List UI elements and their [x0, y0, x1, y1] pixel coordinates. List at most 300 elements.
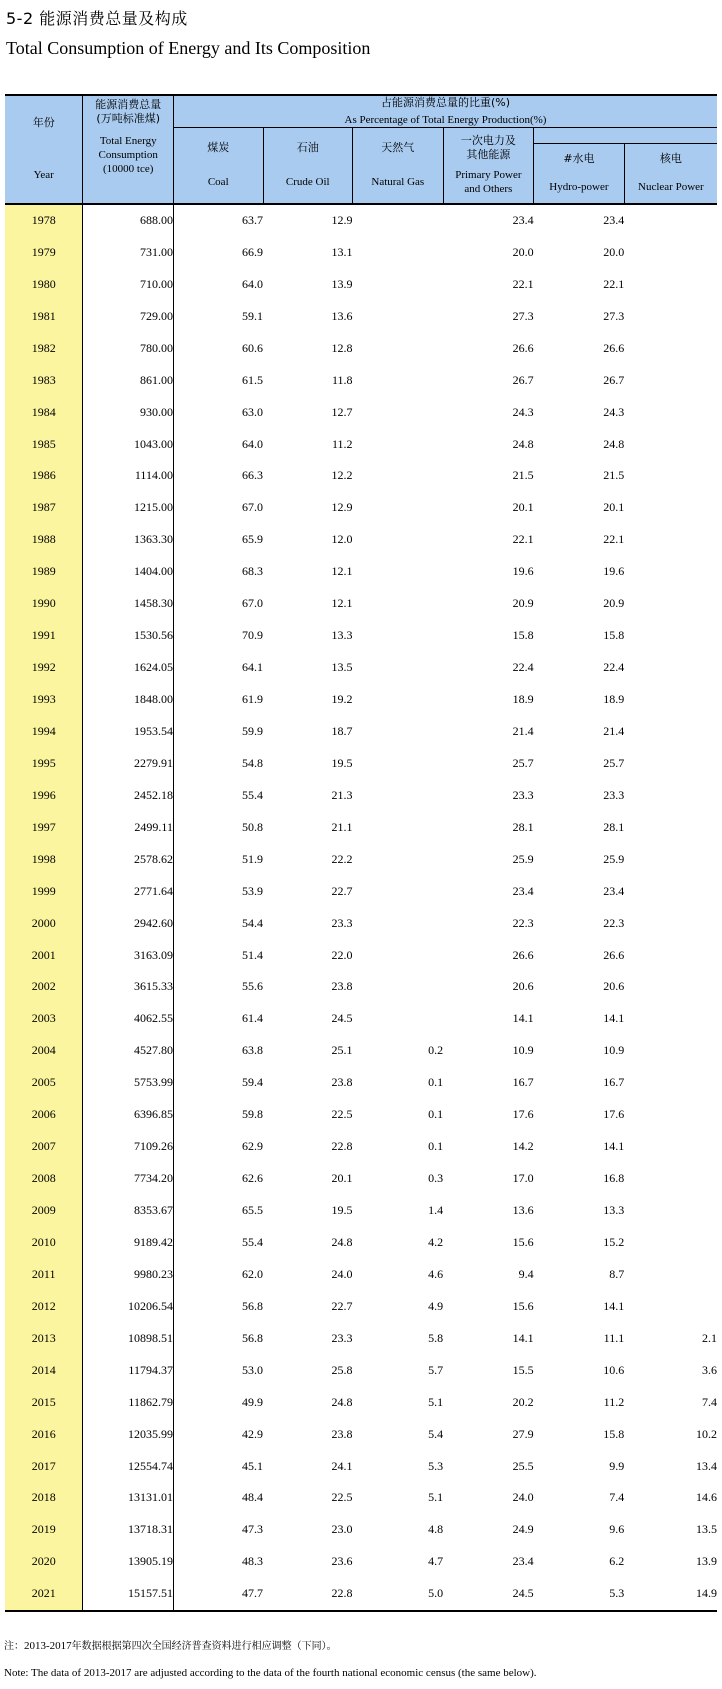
hydro-cell: 16.8: [603, 1171, 625, 1186]
table-row: [5, 652, 717, 684]
gas-column-header: [353, 128, 444, 204]
hydro-cell: 15.8: [603, 628, 625, 643]
nuclear-cell: [624, 396, 717, 428]
hydro-cell: 22.1: [603, 532, 625, 547]
total-cell: 1458.30: [83, 588, 174, 620]
table-row: [5, 1163, 717, 1195]
primary-cell: 10.9: [512, 1043, 534, 1058]
oil-header-cn: 石油: [296, 141, 319, 155]
primary-cell: 19.6: [512, 564, 534, 579]
year-cell: 2009: [5, 1195, 83, 1227]
nuclear-cell: [624, 1227, 717, 1259]
total-cell: 9980.23: [83, 1258, 174, 1290]
year-cell: 2018: [5, 1482, 83, 1514]
total-cell: 1530.56: [83, 620, 174, 652]
gas-cell: [353, 524, 444, 556]
table-row: [5, 1578, 717, 1611]
table-row: [5, 1546, 717, 1578]
coal-cell: 55.6: [242, 979, 263, 994]
hydro-cell: 25.7: [603, 755, 625, 770]
primary-cell: 15.5: [512, 1362, 534, 1377]
total-header-en-cell: [83, 128, 174, 204]
table-row: [5, 1354, 717, 1386]
table-row: [5, 875, 717, 907]
nuclear-cell: [624, 492, 717, 524]
table-row: [5, 811, 717, 843]
year-cell: 1998: [5, 843, 83, 875]
oil-cell: 24.5: [331, 1011, 353, 1026]
gas-cell: 5.1: [428, 1394, 444, 1409]
hydro-cell: 13.3: [603, 1203, 625, 1218]
primary-cell: 15.6: [512, 1234, 534, 1249]
total-cell: 7109.26: [83, 1131, 174, 1163]
nuclear-cell: [624, 1131, 717, 1163]
year-cell: 2021: [5, 1578, 83, 1611]
oil-cell: 22.2: [331, 851, 353, 866]
table-row: [5, 396, 717, 428]
hydro-cell: 23.3: [603, 787, 625, 802]
primary-header-en-2: and Others: [464, 183, 513, 196]
total-header-en-1: Total Energy: [99, 134, 157, 147]
coal-cell: 61.4: [242, 1011, 263, 1026]
year-cell: 2015: [5, 1386, 83, 1418]
table-row: [5, 1514, 717, 1546]
gas-cell: 0.1: [428, 1075, 444, 1090]
hydro-cell: 10.6: [603, 1362, 625, 1377]
hydro-nuclear-spacer: [534, 128, 717, 144]
hydro-cell: 10.9: [603, 1043, 625, 1058]
coal-cell: 53.0: [242, 1362, 263, 1377]
year-cell: 2010: [5, 1227, 83, 1259]
hydro-cell: 26.6: [603, 340, 625, 355]
gas-cell: 4.2: [428, 1234, 444, 1249]
total-cell: 1404.00: [83, 556, 174, 588]
nuclear-cell: 13.9: [696, 1554, 717, 1569]
year-cell: 1984: [5, 396, 83, 428]
hydro-cell: 26.7: [603, 372, 625, 387]
coal-cell: 62.6: [242, 1171, 263, 1186]
year-cell: 1990: [5, 588, 83, 620]
primary-cell: 22.1: [512, 532, 534, 547]
nuclear-cell: 10.2: [696, 1426, 717, 1441]
nuclear-cell: 14.6: [696, 1490, 717, 1505]
nuclear-cell: [624, 1067, 717, 1099]
coal-cell: 59.4: [242, 1075, 263, 1090]
total-cell: 3163.09: [83, 939, 174, 971]
gas-cell: 1.4: [428, 1203, 444, 1218]
primary-cell: 20.1: [512, 500, 534, 515]
total-cell: 2771.64: [83, 875, 174, 907]
primary-cell: 9.4: [518, 1266, 534, 1281]
primary-cell: 24.0: [512, 1490, 534, 1505]
table-row: [5, 971, 717, 1003]
gas-cell: [353, 492, 444, 524]
nuclear-cell: 13.5: [696, 1522, 717, 1537]
coal-cell: 55.4: [242, 787, 263, 802]
total-cell: 2578.62: [83, 843, 174, 875]
nuclear-cell: [624, 875, 717, 907]
hydro-cell: 22.4: [603, 660, 625, 675]
primary-cell: 22.3: [512, 915, 534, 930]
gas-cell: [353, 779, 444, 811]
gas-cell: [353, 907, 444, 939]
oil-cell: 22.7: [331, 1298, 353, 1313]
oil-cell: 13.5: [331, 660, 353, 675]
table-row: [5, 1450, 717, 1482]
hydro-cell: 24.3: [603, 404, 625, 419]
coal-cell: 54.8: [242, 755, 263, 770]
primary-cell: 23.4: [512, 212, 534, 227]
year-cell: 1978: [5, 204, 83, 237]
hydro-cell: 24.8: [603, 436, 625, 451]
hydro-cell: 28.1: [603, 819, 625, 834]
gas-cell: 5.8: [428, 1330, 444, 1345]
gas-cell: [353, 396, 444, 428]
table-row: [5, 332, 717, 364]
coal-cell: 65.9: [242, 532, 263, 547]
primary-cell: 25.5: [512, 1458, 534, 1473]
total-cell: 6396.85: [83, 1099, 174, 1131]
total-cell: 1114.00: [83, 460, 174, 492]
nuclear-cell: [624, 1099, 717, 1131]
gas-cell: 5.3: [428, 1458, 444, 1473]
oil-column-header: [263, 128, 353, 204]
total-cell: 780.00: [83, 332, 174, 364]
nuclear-cell: [624, 588, 717, 620]
oil-cell: 12.8: [331, 340, 353, 355]
coal-cell: 63.7: [242, 212, 263, 227]
note-cn: [4, 1637, 337, 1652]
hydro-cell: 14.1: [603, 1139, 625, 1154]
total-cell: 1043.00: [83, 428, 174, 460]
total-cell: 688.00: [83, 204, 174, 237]
primary-cell: 23.4: [512, 883, 534, 898]
hydro-cell: 15.8: [603, 1426, 625, 1441]
primary-cell: 18.9: [512, 692, 534, 707]
coal-cell: 51.4: [242, 947, 263, 962]
hydro-cell: 5.3: [534, 1578, 625, 1611]
nuclear-cell: [624, 907, 717, 939]
nuclear-cell: [624, 716, 717, 748]
gas-header-en: Natural Gas: [371, 176, 425, 189]
year-cell: 2017: [5, 1450, 83, 1482]
nuclear-cell: 7.4: [702, 1394, 717, 1409]
table-row: [5, 300, 717, 332]
year-cell: 1993: [5, 684, 83, 716]
primary-cell: 24.5: [443, 1578, 534, 1611]
page-title-en: Total Consumption of Energy and Its Composition: [6, 38, 371, 58]
nuclear-cell: [624, 1163, 717, 1195]
year-cell: 1991: [5, 620, 83, 652]
hydro-header-cn: #水电: [563, 152, 595, 166]
coal-cell: 68.3: [242, 564, 263, 579]
year-cell: 1982: [5, 332, 83, 364]
gas-cell: [353, 843, 444, 875]
oil-cell: 13.6: [331, 308, 353, 323]
total-cell: 861.00: [83, 364, 174, 396]
coal-column-header: [173, 128, 263, 204]
coal-cell: 45.1: [242, 1458, 263, 1473]
primary-header-cn-1: 一次电力及: [460, 134, 516, 148]
hydro-cell: 27.3: [603, 308, 625, 323]
hydro-cell: 20.9: [603, 596, 625, 611]
gas-cell: 5.1: [428, 1490, 444, 1505]
nuclear-cell: [624, 300, 717, 332]
year-cell: 1979: [5, 236, 83, 268]
primary-cell: 20.2: [512, 1394, 534, 1409]
nuclear-column-header: [624, 144, 717, 204]
percentage-header-en: As Percentage of Total Energy Production(%): [344, 114, 547, 126]
primary-cell: 20.9: [512, 596, 534, 611]
gas-header-cn: 天然气: [381, 141, 415, 155]
year-cell: 2011: [5, 1258, 83, 1290]
primary-cell: 17.0: [512, 1171, 534, 1186]
table-row: [5, 747, 717, 779]
total-cell: 11794.37: [83, 1354, 174, 1386]
gas-cell: [353, 684, 444, 716]
oil-cell: 23.8: [331, 979, 353, 994]
total-cell: 13718.31: [83, 1514, 174, 1546]
gas-cell: 0.2: [428, 1043, 444, 1058]
oil-cell: 21.3: [331, 787, 353, 802]
gas-cell: [353, 716, 444, 748]
gas-cell: [353, 971, 444, 1003]
oil-cell: 24.8: [331, 1394, 353, 1409]
nuclear-cell: [624, 460, 717, 492]
coal-header-cn: 煤炭: [207, 141, 230, 155]
gas-cell: [353, 332, 444, 364]
nuclear-cell: [624, 939, 717, 971]
oil-cell: 19.5: [331, 1203, 353, 1218]
hydro-cell: 20.0: [603, 244, 625, 259]
oil-cell: 22.0: [331, 947, 353, 962]
oil-cell: 22.7: [331, 883, 353, 898]
nuclear-cell: [624, 1035, 717, 1067]
total-cell: 2499.11: [83, 811, 174, 843]
total-cell: 2452.18: [83, 779, 174, 811]
primary-cell: 27.3: [512, 308, 534, 323]
table-row: [5, 779, 717, 811]
coal-cell: 65.5: [242, 1203, 263, 1218]
coal-cell: 51.9: [242, 851, 263, 866]
nuclear-cell: [624, 620, 717, 652]
coal-cell: 55.4: [242, 1234, 263, 1249]
nuclear-cell: [624, 204, 717, 237]
hydro-cell: 8.7: [609, 1266, 625, 1281]
year-cell: 2005: [5, 1067, 83, 1099]
year-cell: 1988: [5, 524, 83, 556]
coal-cell: 50.8: [242, 819, 263, 834]
nuclear-cell: [624, 428, 717, 460]
oil-cell: 12.1: [331, 564, 353, 579]
primary-cell: 15.6: [512, 1298, 534, 1313]
year-cell: 1999: [5, 875, 83, 907]
oil-cell: 19.2: [331, 692, 353, 707]
nuclear-cell: 13.4: [696, 1458, 717, 1473]
hydro-cell: 14.1: [603, 1011, 625, 1026]
table-row: [5, 1099, 717, 1131]
nuclear-cell: [624, 779, 717, 811]
coal-cell: 59.8: [242, 1107, 263, 1122]
total-cell: 12554.74: [83, 1450, 174, 1482]
oil-cell: 12.9: [331, 212, 353, 227]
oil-cell: 24.1: [331, 1458, 353, 1473]
primary-cell: 23.3: [512, 787, 534, 802]
primary-cell: 27.9: [512, 1426, 534, 1441]
oil-cell: 18.7: [331, 723, 353, 738]
primary-cell: 14.2: [512, 1139, 534, 1154]
hydro-cell: 25.9: [603, 851, 625, 866]
gas-cell: [353, 939, 444, 971]
coal-cell: 59.9: [242, 723, 263, 738]
year-cell: 1986: [5, 460, 83, 492]
year-cell: 2019: [5, 1514, 83, 1546]
hydro-cell: 23.4: [603, 883, 625, 898]
total-cell: 5753.99: [83, 1067, 174, 1099]
gas-cell: [353, 811, 444, 843]
table-row: [5, 1482, 717, 1514]
oil-cell: 25.8: [331, 1362, 353, 1377]
total-cell: 731.00: [83, 236, 174, 268]
note-cn-year: 2013-2017: [24, 1640, 72, 1652]
table-row: [5, 1258, 717, 1290]
hydro-cell: 6.2: [609, 1554, 625, 1569]
primary-cell: 14.1: [512, 1011, 534, 1026]
table-row: [5, 1227, 717, 1259]
oil-cell: 12.9: [331, 500, 353, 515]
coal-cell: 56.8: [242, 1330, 263, 1345]
total-cell: 1848.00: [83, 684, 174, 716]
oil-cell: 12.7: [331, 404, 353, 419]
coal-cell: 62.9: [242, 1139, 263, 1154]
coal-cell: 47.3: [242, 1522, 263, 1537]
year-header-cn: 年份: [32, 116, 55, 130]
gas-cell: [353, 364, 444, 396]
hydro-cell: 16.7: [603, 1075, 625, 1090]
hydro-cell: 19.6: [603, 564, 625, 579]
primary-cell: 28.1: [512, 819, 534, 834]
nuclear-cell: [624, 971, 717, 1003]
coal-cell: 53.9: [242, 883, 263, 898]
coal-header-en: Coal: [207, 176, 229, 189]
year-cell: 1980: [5, 268, 83, 300]
note-cn-prefix: 注：: [4, 1641, 24, 1652]
year-cell: 1994: [5, 716, 83, 748]
coal-cell: 59.1: [242, 308, 263, 323]
table-row: [5, 1131, 717, 1163]
nuclear-cell: [624, 1003, 717, 1035]
table-row: [5, 236, 717, 268]
primary-cell: 21.4: [512, 723, 534, 738]
year-cell: 1992: [5, 652, 83, 684]
primary-header-cn-2: 其他能源: [466, 148, 511, 162]
table-row: [5, 1067, 717, 1099]
oil-cell: 23.6: [331, 1554, 353, 1569]
oil-cell: 13.3: [331, 628, 353, 643]
table-row: [5, 364, 717, 396]
year-cell: 2006: [5, 1099, 83, 1131]
hydro-cell: 11.2: [603, 1394, 625, 1409]
coal-cell: 70.9: [242, 628, 263, 643]
note-cn-text: 年数据根据第四次全国经济普查资料进行相应调整（下同）。: [71, 1641, 337, 1652]
oil-cell: 24.8: [331, 1234, 353, 1249]
gas-cell: [353, 268, 444, 300]
total-cell: 7734.20: [83, 1163, 174, 1195]
nuclear-cell: [624, 236, 717, 268]
gas-cell: 4.9: [428, 1298, 444, 1313]
coal-cell: 61.9: [242, 692, 263, 707]
total-cell: 10898.51: [83, 1322, 174, 1354]
primary-cell: 22.1: [512, 276, 534, 291]
hydro-cell: 15.2: [603, 1234, 625, 1249]
table-row: [5, 428, 717, 460]
table-row: [5, 907, 717, 939]
year-cell: 2008: [5, 1163, 83, 1195]
hydro-cell: 22.3: [603, 915, 625, 930]
year-cell: 2001: [5, 939, 83, 971]
oil-cell: 13.1: [331, 244, 353, 259]
table-row: [5, 524, 717, 556]
gas-cell: [353, 300, 444, 332]
gas-cell: 5.4: [428, 1426, 444, 1441]
year-cell: 1997: [5, 811, 83, 843]
hydro-cell: 7.4: [609, 1490, 625, 1505]
primary-cell: 16.7: [512, 1075, 534, 1090]
coal-cell: 63.0: [242, 404, 263, 419]
total-cell: 1953.54: [83, 716, 174, 748]
nuclear-cell: [624, 684, 717, 716]
total-header-cn-unit: (万吨标准煤): [96, 111, 160, 125]
table-row: [5, 843, 717, 875]
nuclear-cell: [624, 332, 717, 364]
gas-cell: [353, 747, 444, 779]
oil-cell: 22.5: [331, 1107, 353, 1122]
hydro-column-header: [534, 144, 625, 204]
gas-cell: [353, 204, 444, 237]
coal-cell: 64.0: [242, 276, 263, 291]
table-row: [5, 588, 717, 620]
gas-cell: 0.1: [428, 1107, 444, 1122]
total-cell: 2279.91: [83, 747, 174, 779]
primary-cell: 14.1: [512, 1330, 534, 1345]
gas-cell: [353, 620, 444, 652]
coal-cell: 42.9: [242, 1426, 263, 1441]
primary-cell: 26.6: [512, 340, 534, 355]
nuclear-cell: 14.9: [624, 1578, 717, 1611]
note-en: Note: The data of 2013-2017 are adjusted according to the data of the fourth national economic census (the same below).: [4, 1667, 537, 1679]
year-cell: 1995: [5, 747, 83, 779]
oil-cell: 23.8: [331, 1075, 353, 1090]
primary-cell: 25.7: [512, 755, 534, 770]
table-row: [5, 1418, 717, 1450]
year-cell: 1989: [5, 556, 83, 588]
total-cell: 12035.99: [83, 1418, 174, 1450]
total-cell: 4527.80: [83, 1035, 174, 1067]
oil-cell: 23.0: [331, 1522, 353, 1537]
hydro-header-en: Hydro-power: [549, 181, 609, 194]
total-cell: 2942.60: [83, 907, 174, 939]
hydro-cell: 9.6: [609, 1522, 625, 1537]
nuclear-cell: [624, 811, 717, 843]
oil-cell: 13.9: [331, 276, 353, 291]
year-cell: 2002: [5, 971, 83, 1003]
primary-cell: 22.4: [512, 660, 534, 675]
table-row: [5, 684, 717, 716]
oil-cell: 11.2: [331, 436, 353, 451]
table-row: [5, 556, 717, 588]
total-cell: 930.00: [83, 396, 174, 428]
nuclear-cell: [624, 652, 717, 684]
